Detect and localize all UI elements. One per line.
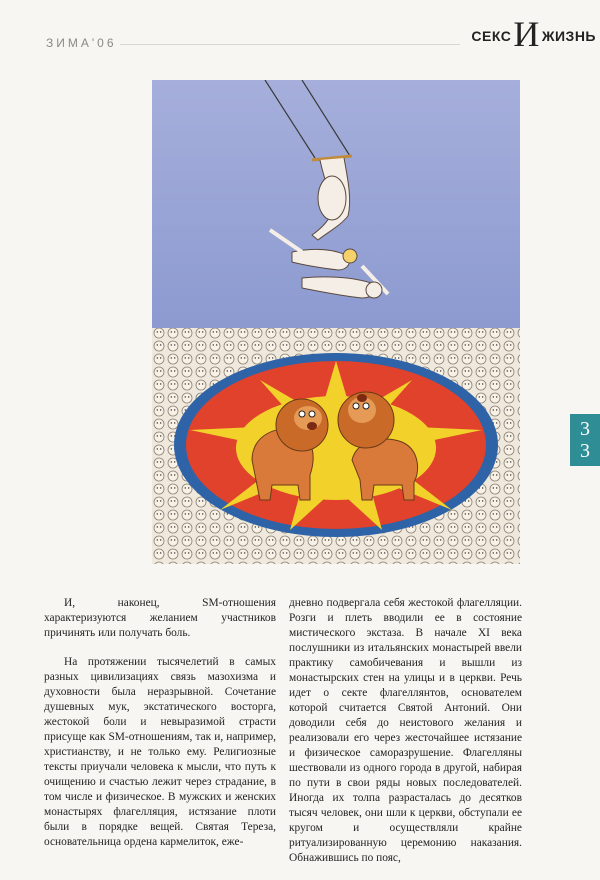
section-title (471, 14, 596, 54)
article-column-right (289, 596, 522, 880)
section-title-prefix: СЕКС (471, 28, 512, 44)
article-paragraph: дневно подвергала себя жестокой флагелляции. Розги и плеть вводили ее в состояние мистического экстаза. В начале XI века послушники из итальянских монастырей ввели практику самобичевания и вышли из монастырских стен на улицы и в церкви. Речь идет о секте флагеллянтов, основателем которой считается Святой Антоний. Они доводили себя до неистового желания и реализовали его через жесточайшее истязание и физическое саморазрушение. Флагелляны шествовали из одного города в другой, набирая по пути в свои ряды новых последователей. Иногда их толпа разрасталась до десятков тысяч человек, они шли к церкви, обступали ее кругом и осуществляли крайне ритуализированную церемонию наказания. Обнажившись по пояс, (289, 597, 522, 864)
section-title-letter: И (513, 14, 540, 54)
article-paragraph: На протяжении тысячелетий в самых разных цивилизациях связь мазохизма и духовности была неразрывной. Сочетание душевных мук, экстатического восторга, жестокой боли и невыразимой страсти присуще как SM-отношениям, так и, например, христианству, и не только ему. Религиозные тексты приучали человека к мысли, что путь к очищению и счастью лежит через страдание, в том числе и физическое. В мужских и женских монастырях флагелляция, истязание плоти были в порядке вещей. Святая Тереза, основательница ордена кармелиток, еже- (44, 656, 276, 848)
page-number-digit-bottom: 3 (580, 440, 590, 462)
section-title-suffix: ЖИЗНЬ (541, 28, 596, 44)
article-paragraph: И, наконец, SM-отношения характеризуются желанием участников причинять или получать боль. (44, 597, 276, 639)
header-rule (120, 44, 460, 45)
article-column-left (44, 596, 276, 864)
page-number-digit-top: 3 (580, 418, 590, 440)
page-number-tab (570, 414, 600, 466)
header-season: ЗИМА'06 (46, 36, 117, 50)
circus-illustration (152, 80, 520, 564)
